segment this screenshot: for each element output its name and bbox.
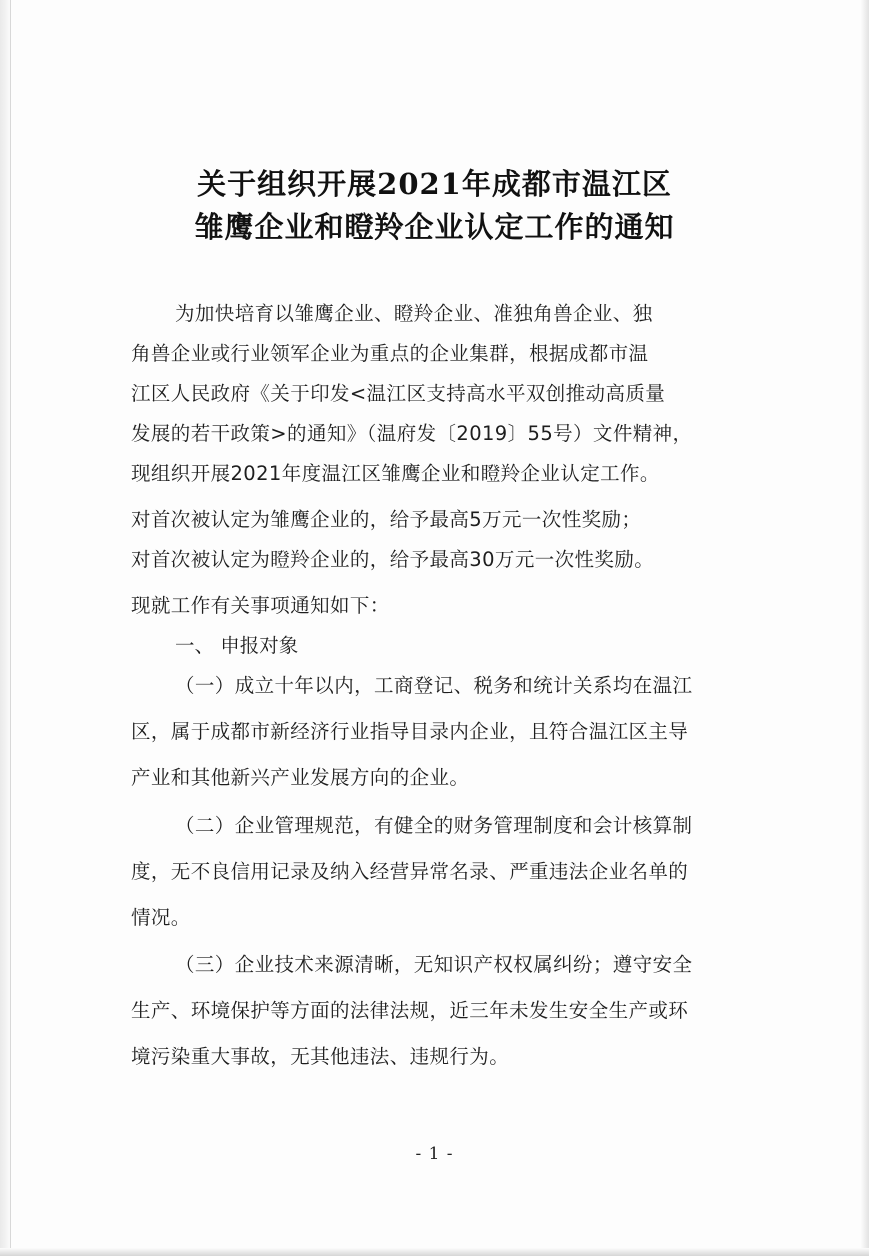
section-heading: 一、 申报对象 [175,634,299,657]
intro-line: 江区人民政府《关于印发<温江区支持高水平双创推动高质量 [131,382,666,405]
page-number: - 1 - [415,1144,454,1164]
intro-line: 对首次被认定为雏鹰企业的，给予最高5万元一次性奖励； [131,508,642,531]
page-bottom-edge [0,1248,869,1256]
item3-line: （三）企业技术来源清晰，无知识产权权属纠纷；遵守安全 [175,953,693,976]
item3-line: 生产、环境保护等方面的法律法规，近三年未发生安全生产或环 [131,999,689,1022]
item2-line: （二）企业管理规范，有健全的财务管理制度和会计核算制 [175,814,693,837]
intro-line: 对首次被认定为瞪羚企业的，给予最高30万元一次性奖励。 [131,548,655,571]
item2-line: 度，无不良信用记录及纳入经营异常名录、严重违法企业名单的 [131,860,689,883]
item3-line: 境污染重大事故，无其他违法、违规行为。 [131,1045,510,1068]
intro-line: 角兽企业或行业领军企业为重点的企业集群，根据成都市温 [131,342,649,365]
item1-line: （一）成立十年以内，工商登记、税务和统计关系均在温江 [175,674,693,697]
document-title-line-1: 关于组织开展2021年成都市温江区 [197,167,672,201]
item2-line: 情况。 [131,906,191,929]
item1-line: 区，属于成都市新经济行业指导目录内企业，且符合温江区主导 [131,720,689,743]
intro-line: 为加快培育以雏鹰企业、瞪羚企业、准独角兽企业、独 [175,302,653,325]
intro-line: 发展的若干政策>的通知》（温府发〔2019〕55号）文件精神， [131,422,693,445]
item1-line: 产业和其他新兴产业发展方向的企业。 [131,766,470,789]
intro-line: 现就工作有关事项通知如下： [131,594,390,617]
document-title-line-2: 雏鹰企业和瞪羚企业认定工作的通知 [194,210,675,244]
intro-line: 现组织开展2021年度温江区雏鹰企业和瞪羚企业认定工作。 [131,462,660,485]
